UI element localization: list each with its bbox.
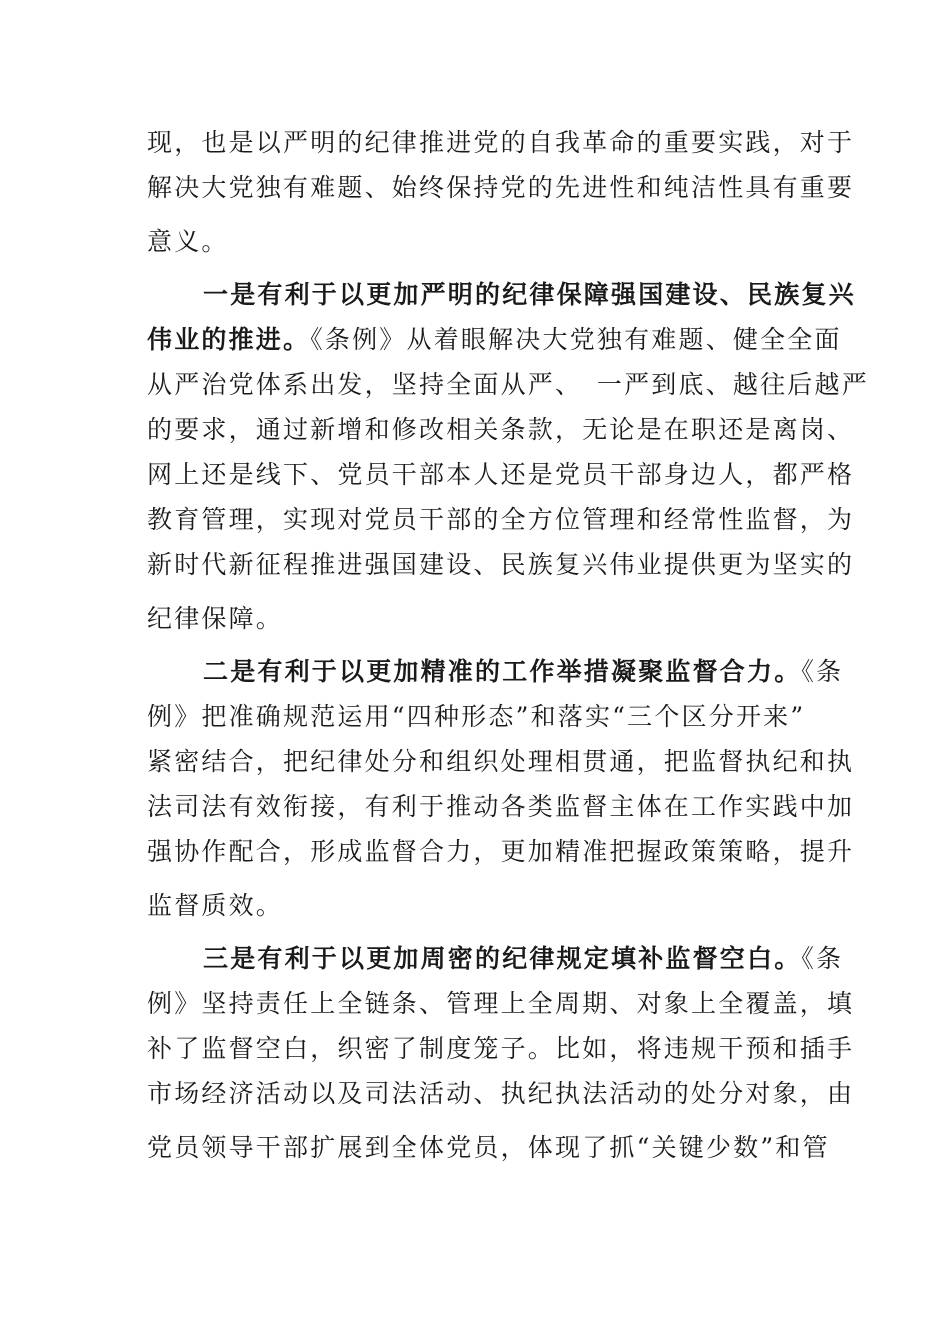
- paragraph-3-line-3: 补了监督空白，织密了制度笼子。比如，将违规干预和插手: [147, 1034, 855, 1063]
- paragraph-3-line-1: [203, 944, 844, 974]
- paragraph-2-line-4: 法司法有效衔接，有利于推动各类监督主体在工作实践中加: [147, 792, 855, 821]
- paragraph-0-line-3: 意义。: [147, 227, 229, 256]
- paragraph-2-heading: 二是有利于以更加精准的工作举措凝聚监督合力。: [203, 657, 802, 686]
- paragraph-1-line-7: 新时代新征程推进强国建设、民族复兴伟业提供更为坚实的: [147, 550, 855, 579]
- paragraph-1-heading-end: 伟业的推进。: [147, 325, 311, 354]
- paragraph-1-line-5: 网上还是线下、党员干部本人还是党员干部身边人，都严格: [147, 460, 855, 489]
- paragraph-2-line-1: [203, 657, 844, 687]
- paragraph-3-line-4: 市场经济活动以及司法活动、执纪执法活动的处分对象，由: [147, 1079, 855, 1108]
- paragraph-1-line-3: 从严治党体系出发，坚持全面从严、 一严到底、越往后越严: [147, 370, 869, 399]
- paragraph-1-heading: 一是有利于以更加严明的纪律保障强国建设、民族复兴: [203, 280, 856, 309]
- paragraph-2-line-5: 强协作配合，形成监督合力，更加精准把握政策策略，提升: [147, 837, 855, 866]
- paragraph-1-line-2: [147, 325, 842, 355]
- paragraph-1-line-4: 的要求，通过新增和修改相关条款，无论是在职还是离岗、: [147, 415, 855, 444]
- paragraph-2-line-1-text: 《条: [801, 657, 844, 686]
- paragraph-1-line-8: 纪律保障。: [147, 604, 284, 633]
- paragraph-0-line-1: 现，也是以严明的纪律推进党的自我革命的重要实践，对于: [147, 128, 855, 157]
- paragraph-3-line-1-text: 《条: [801, 944, 844, 973]
- paragraph-3-line-2: 例》坚持责任上全链条、管理上全周期、对象上全覆盖，填: [147, 989, 855, 1018]
- paragraph-2-line-2: 例》把准确规范运用“四种形态”和落实“三个区分开来”: [147, 702, 806, 731]
- paragraph-1-line-2-text: 《条例》从着眼解决大党独有难题、健全全面: [310, 325, 842, 354]
- paragraph-1-line-6: 教育管理，实现对党员干部的全方位管理和经常性监督，为: [147, 505, 855, 534]
- paragraph-3-heading: 三是有利于以更加周密的纪律规定填补监督空白。: [203, 944, 802, 973]
- paragraph-2-line-3: 紧密结合，把纪律处分和组织处理相贯通，把监督执纪和执: [147, 747, 855, 776]
- paragraph-3-line-5: 党员领导干部扩展到全体党员，体现了抓“关键少数”和管: [147, 1133, 830, 1162]
- paragraph-0-line-2: 解决大党独有难题、始终保持党的先进性和纯洁性具有重要: [147, 173, 855, 202]
- paragraph-2-line-6: 监督质效。: [147, 891, 284, 920]
